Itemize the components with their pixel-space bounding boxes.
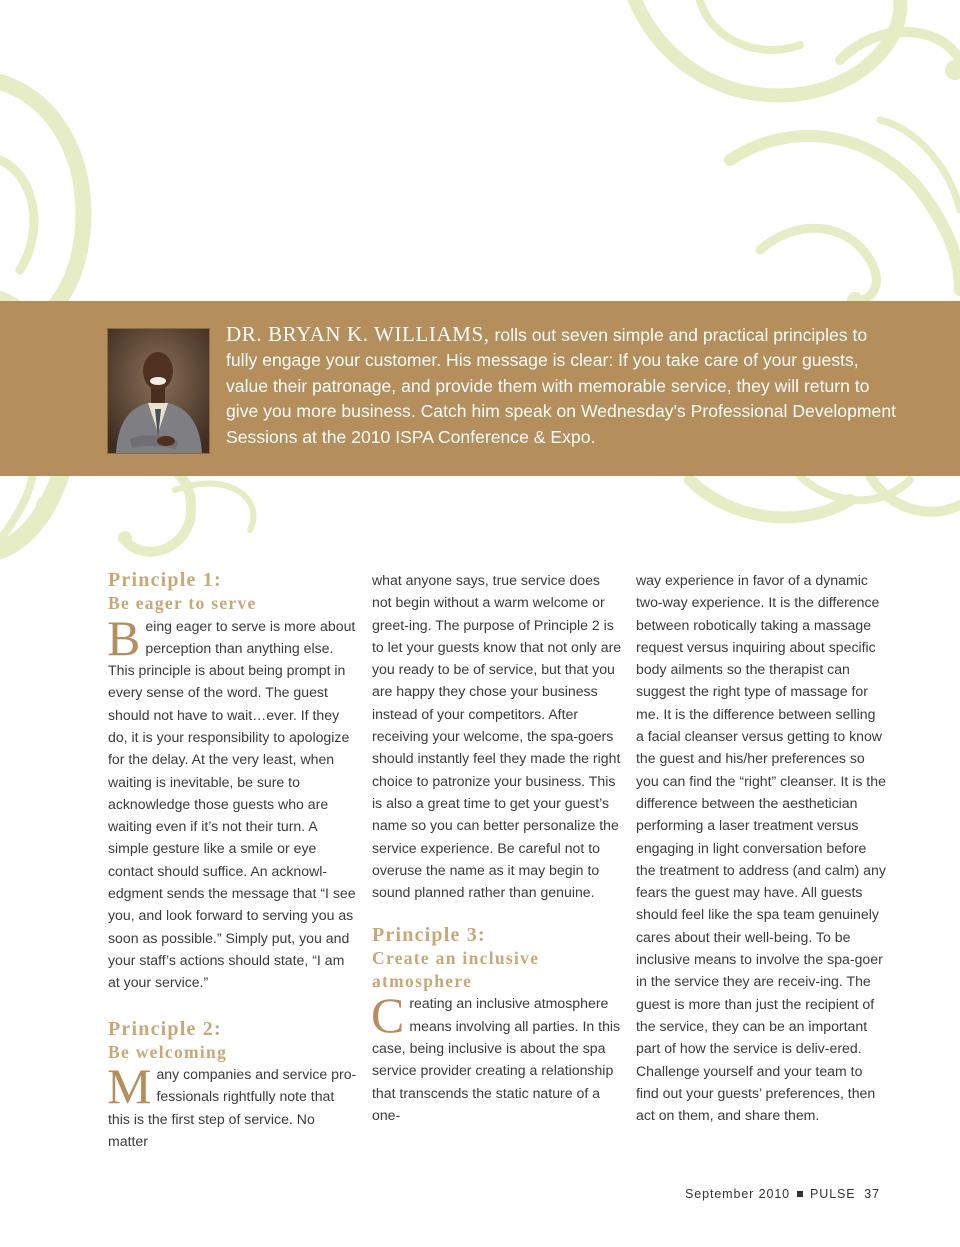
column-3	[636, 569, 886, 1126]
principle-2-title: Be welcoming	[108, 1041, 228, 1062]
principle-3-body	[371, 987, 622, 1126]
principle-3-text: reating an inclusive atmosphere means involving all parties. In this case, being inclusive is about the spa service provider creating a relationship that transcends the static nature of a one-	[372, 995, 621, 1123]
principle-1-heading	[108, 569, 358, 615]
principle-3-dropcap: C	[371, 987, 405, 1044]
author-photo	[107, 328, 210, 454]
footer-publication: PULSE	[810, 1187, 856, 1201]
principle-3-title: Create an inclusive atmosphere	[372, 948, 540, 991]
intro-body: rolls out seven simple and practical principles to fully engage your customer. His message is clear: If you take care of your guests, value their patronage, and provide them with memorable service, they will return to give you more business. Catch him speak on Wednesday's Professional Development Sessions at the 2010 ISPA Conference & Expo.	[226, 325, 896, 447]
section-spacer	[372, 903, 622, 924]
column-1	[108, 569, 358, 1152]
principle-1-text: eing eager to serve is more about perception than anything else. This principle is about being prompt in every sense of the word. The guest should not have to wait…ever. If they do, it is your responsibility to apologize for the delay. At the very least, when waiting is inevitable, be sure to acknowledge those guests who are waiting even if it’s not their turn. A simple gesture like a smile or eye contact should suffice. An acknowl-edgment sends the message that “I see you, and look forward to serving you as soon as possible.” Simply put, you and your staff’s actions should state, “I am at your service.”	[108, 617, 356, 991]
page-footer	[685, 1187, 880, 1201]
section-spacer	[108, 994, 358, 1018]
principle-2-body	[107, 1058, 358, 1152]
footer-date: September 2010	[685, 1187, 791, 1201]
principle-2-number: Principle 2:	[108, 1017, 222, 1040]
principle-3-number: Principle 3:	[372, 924, 486, 947]
principle-1-dropcap: B	[107, 609, 141, 666]
column-2	[372, 569, 622, 1126]
author-name: DR. BRYAN K. WILLIAMS,	[226, 322, 490, 346]
principle-2-heading	[108, 1018, 358, 1064]
principle-2-dropcap: M	[107, 1058, 152, 1115]
footer-separator	[797, 1191, 803, 1197]
principle-3-body-continued: way experience in favor of a dynamic two-way experience. It is the difference between robotically taking a massage request versus inquiring about specific body ailments so the therapist can suggest the right type of massage for me. It is the difference between selling a facial cleanser versus getting to know the guest and his/her preferences so you can find the “right” cleanser. It is the difference between the aesthetician performing a laser treatment versus engaging in light conversation before the treatment to address (and calm) any fears the guest may have. All guests should feel like the spa team genuinely cares about their well-being. To be inclusive means to involve the spa-goer in the service they are receiv-ing. The guest is more than just the recipient of the service, they can be an important part of how the service is deliv-ered. Challenge yourself and your team to find out your guests’ preferences, then act on them, and share them.	[636, 572, 886, 1124]
principle-1-number: Principle 1:	[108, 569, 222, 591]
principle-2-text: any companies and service pro-fessionals rightfully note that this is the first step of service. No matter	[108, 1066, 357, 1149]
intro-text	[226, 322, 896, 450]
page-number: 37	[864, 1187, 880, 1201]
principle-2-body-continued: what anyone says, true service does not begin without a warm welcome or greet-ing. The purpose of Principle 2 is to let your guests know that not only are you ready to be of service, but that you are happy they chose your business instead of your competitors. After receiving your welcome, the spa-goers should instantly feel they made the right choice to patronize your business. This is also a great time to get your guest’s name so you can better personalize the service experience. Be careful not to overuse the name as it may begin to sound planned rather than genuine.	[372, 572, 622, 901]
principle-1-body	[107, 609, 358, 994]
principle-3-heading	[372, 924, 622, 992]
principle-1-title: Be eager to serve	[108, 593, 257, 613]
